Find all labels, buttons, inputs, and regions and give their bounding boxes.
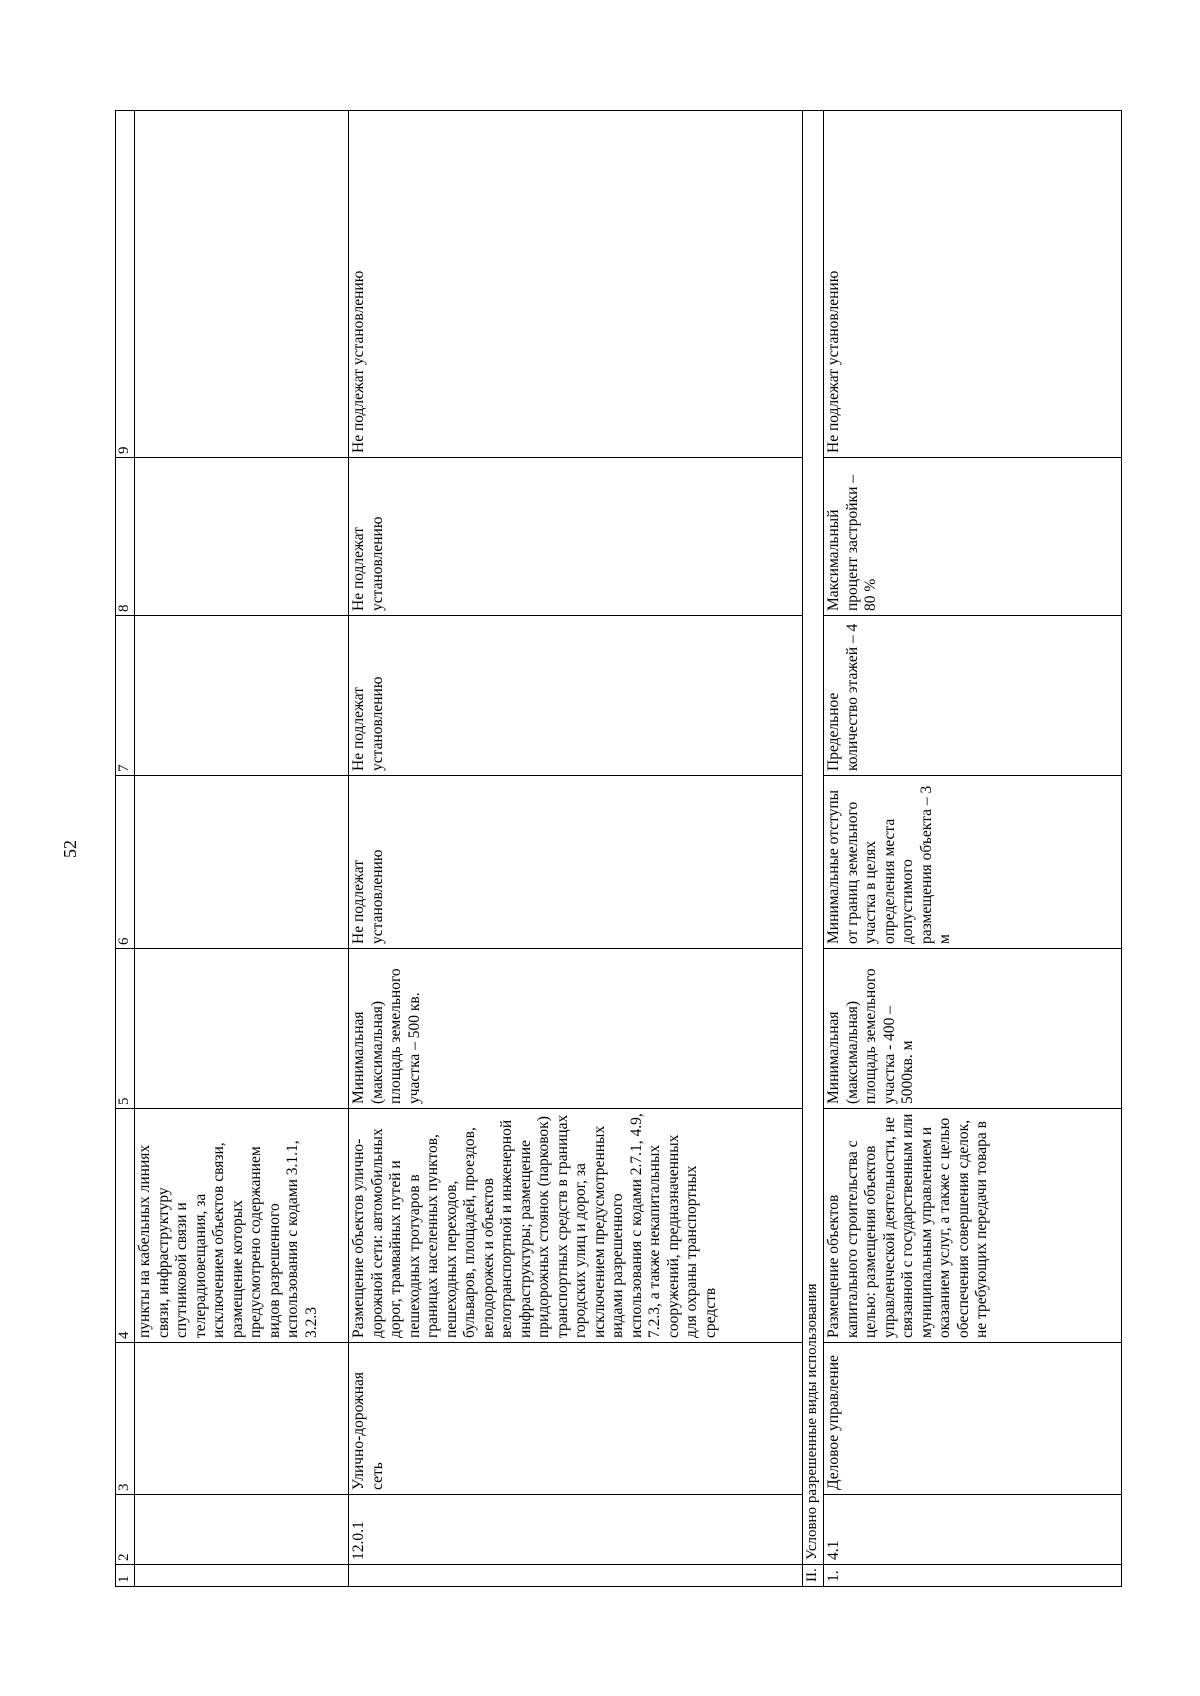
header-cell: 9 bbox=[116, 111, 135, 458]
zoning-table bbox=[115, 110, 1122, 1587]
cell-area: Минимальная (максимальная) площадь земельного участка - 400 – 5000кв. м bbox=[824, 949, 1122, 1109]
header-row bbox=[116, 111, 135, 1587]
cell-coverage: Максимальный процент застройки –80 % bbox=[824, 458, 1122, 616]
page-number: 52 bbox=[60, 840, 80, 858]
cell-setbacks bbox=[135, 776, 349, 949]
table-row bbox=[349, 111, 803, 1587]
section-row bbox=[803, 111, 824, 1587]
cell-floors bbox=[135, 616, 349, 776]
cell-use-description: Размещение объектов улично-дорожной сети: автомобильных дорог, трамвайных путей и пешеходных тротуаров в границах населенных пунктов, пешеходных переходов, бульваров, площадей, проездов, велодорожек и объектов велотранспортной и инженерной инфраструктуры; размещение придорожных стоянок (парковок) транспортных средств в границах городских улиц и дорог, за исключением предусмотренных видами разрешенного использования с кодами 2.7.1, 4.9, 7.2.3, а также некапитальных сооружений, предназначенных для охраны транспортных средств bbox=[349, 1109, 803, 1343]
cell-code bbox=[135, 1495, 349, 1565]
cell-setbacks: Минимальные отступы от границ земельного участка в целях определения места допустимого размещения объекта – 3 м bbox=[824, 776, 1122, 949]
cell-other: Не подлежат установлению bbox=[349, 111, 803, 458]
header-cell: 8 bbox=[116, 458, 135, 616]
cell-use-description: Размещение объектов капитального строительства с целью: размещения объектов управленческой деятельности, не связанной с государственным или муниципальным управлением и оказанием услуг, а также с целью обеспечения совершения сделок, не требующих передачи товара в bbox=[824, 1109, 1122, 1343]
cell-floors: Не подлежат установлению bbox=[349, 616, 803, 776]
cell-coverage: Не подлежат установлению bbox=[349, 458, 803, 616]
cell-code: 12.0.1 bbox=[349, 1495, 803, 1565]
header-cell: 2 bbox=[116, 1495, 135, 1565]
cell-coverage bbox=[135, 458, 349, 616]
header-cell: 1 bbox=[116, 1565, 135, 1587]
cell-other bbox=[135, 111, 349, 458]
cell-num bbox=[135, 1565, 349, 1587]
cell-code: 4.1 bbox=[824, 1495, 1122, 1565]
cell-use-name: Деловое управление bbox=[824, 1343, 1122, 1495]
cell-num bbox=[349, 1565, 803, 1587]
cell-other: Не подлежат установлению bbox=[824, 111, 1122, 458]
cell-use-description: пункты на кабельных линиях связи, инфраструктуру спутниковой связи и телерадиовещания, за исключением объектов связи, размещение которых предусмотрено содержанием видов разрешенного использования с кодами 3.1.1, 3.2.3 bbox=[135, 1109, 349, 1343]
cell-use-name bbox=[135, 1343, 349, 1495]
cell-area bbox=[135, 949, 349, 1109]
section-title: Условно разрешенные виды использования bbox=[803, 111, 824, 1565]
rotated-table-container bbox=[115, 111, 1117, 1587]
header-cell: 5 bbox=[116, 949, 135, 1109]
cell-use-name: Улично-дорожная сеть bbox=[349, 1343, 803, 1495]
cell-area: Минимальная (максимальная) площадь земельного участка – 500 кв. bbox=[349, 949, 803, 1109]
header-cell: 4 bbox=[116, 1109, 135, 1343]
cell-setbacks: Не подлежат установлению bbox=[349, 776, 803, 949]
section-number: II. bbox=[803, 1565, 824, 1587]
cell-floors: Предельное количество этажей – 4 bbox=[824, 616, 1122, 776]
header-cell: 6 bbox=[116, 776, 135, 949]
table-row bbox=[135, 111, 349, 1587]
header-cell: 7 bbox=[116, 616, 135, 776]
table-row bbox=[824, 111, 1122, 1587]
cell-num: 1. bbox=[824, 1565, 1122, 1587]
header-cell: 3 bbox=[116, 1343, 135, 1495]
